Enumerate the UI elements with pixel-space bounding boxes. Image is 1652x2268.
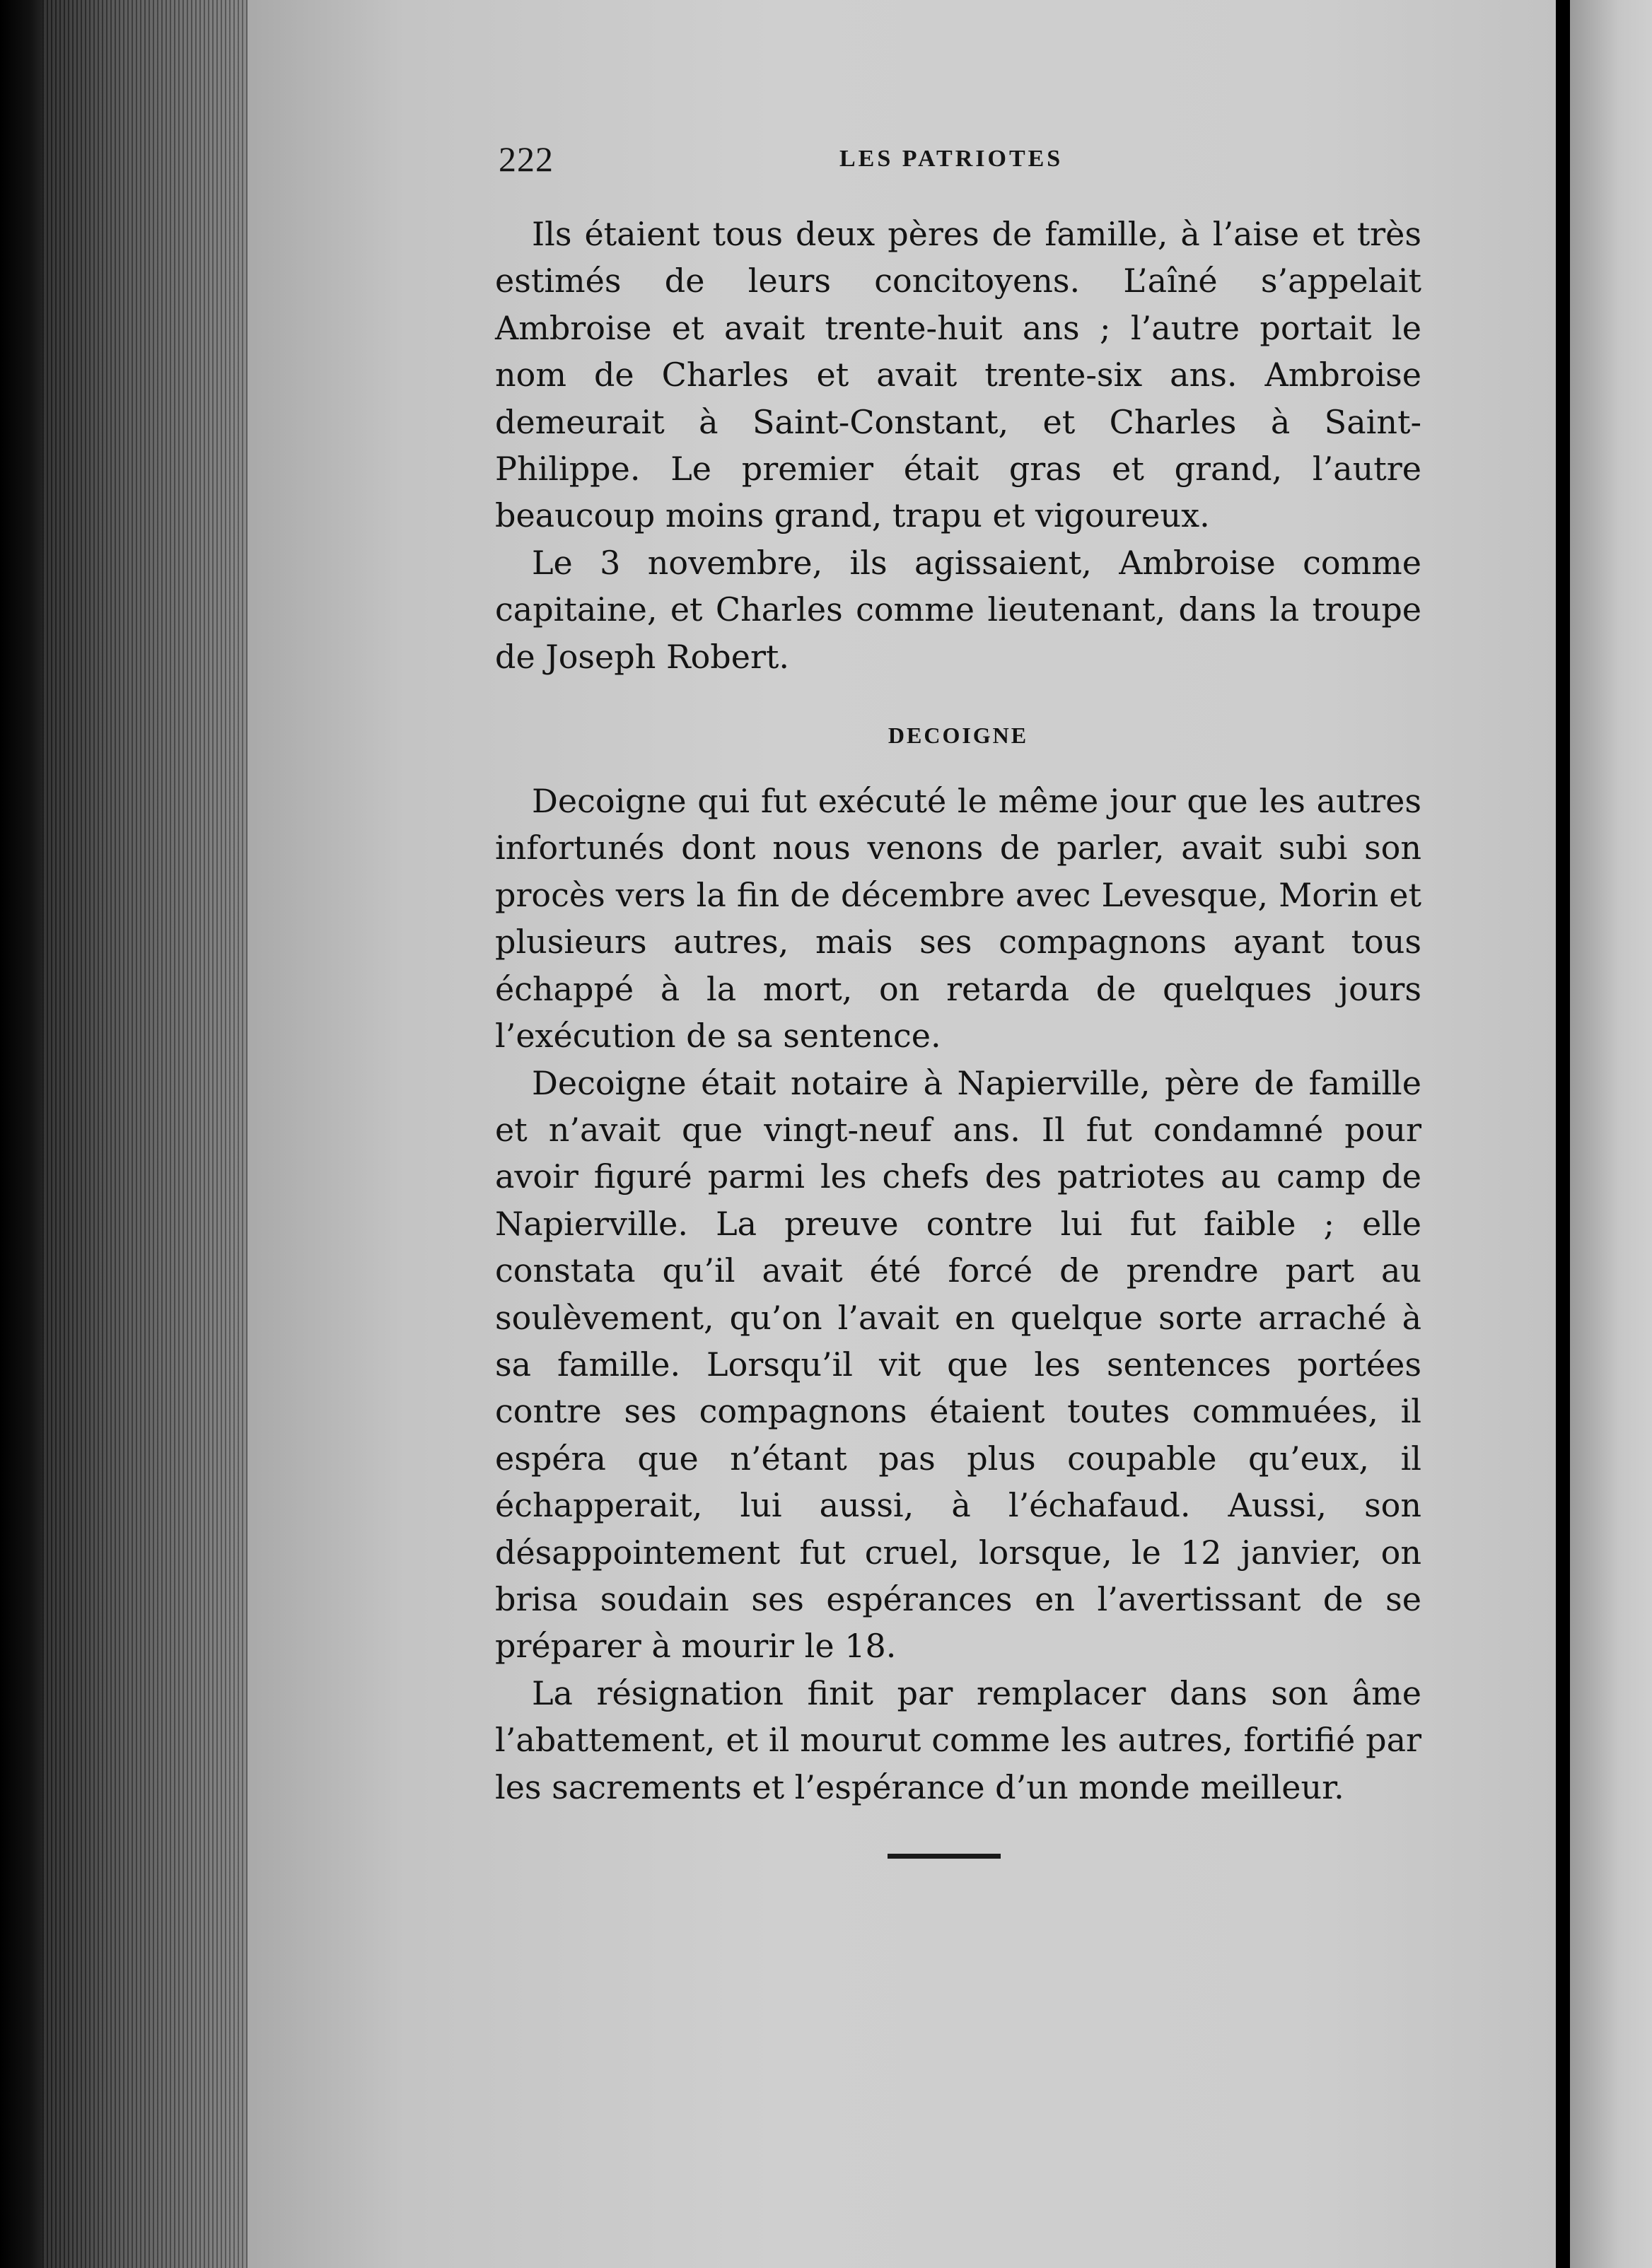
paragraph: Decoigne qui fut exécuté le même jour que les autres infortunés dont nous venons de parler, avait subi son procès vers la fin de décembre avec Levesque, Morin et plusieurs autres, mais ses compagnons ayant tous échappé à la mort, on retarda de quelques jours l’exécution de sa sentence. bbox=[495, 782, 1421, 1056]
book-spine-shadow bbox=[0, 0, 42, 2268]
running-title: LES PATRIOTES bbox=[839, 146, 1064, 172]
gutter-shadow bbox=[1556, 0, 1570, 2268]
page-number: 222 bbox=[499, 139, 554, 179]
section-heading: DECOIGNE bbox=[888, 723, 1029, 749]
page-edges bbox=[42, 0, 248, 2268]
paragraph: Ils étaient tous deux pères de famille, à l’aise et très estimés de leurs concitoyens. L’aîné s’appelait Ambroise et avait trente-huit ans ; l’autre portait le nom de Charles et avait trente-six ans. Ambroise demeurait à Saint-Constant, et Charles à Saint-Philippe. Le premier était gras et grand, l’autre beaucoup moins grand, trapu et vigoureux. bbox=[495, 215, 1421, 535]
body-text bbox=[495, 211, 1421, 1811]
end-rule-divider bbox=[888, 1854, 1001, 1859]
adjacent-page-edge bbox=[1570, 0, 1652, 2268]
paragraph: Decoigne était notaire à Napierville, père de famille et n’avait que vingt-neuf ans. Il fut condamné pour avoir figuré parmi les chefs des patriotes au camp de Napierville. La preuve contre lui fut faible ; elle constata qu’il avait été forcé de prendre part au soulèvement, qu’on l’avait en quelque sorte arraché à sa famille. Lorsqu’il vit que les sentences portées contre ses compagnons étaient toutes commuées, il espéra que n’étant pas plus coupable qu’eux, il échapperait, lui aussi, à l’échafaud. Aussi, son désappointement fut cruel, lorsque, le 12 janvier, on brisa soudain ses espérances en l’avertissant de se préparer à mourir le 18. bbox=[495, 1063, 1421, 1666]
paragraph: La résignation finit par remplacer dans son âme l’abattement, et il mourut comme les autres, fortifié par les sacrements et l’espérance d’un monde meilleur. bbox=[495, 1673, 1421, 1806]
paragraph: Le 3 novembre, ils agissaient, Ambroise comme capitaine, et Charles comme lieutenant, dans la troupe de Joseph Robert. bbox=[495, 543, 1421, 676]
page-header bbox=[499, 139, 1418, 188]
